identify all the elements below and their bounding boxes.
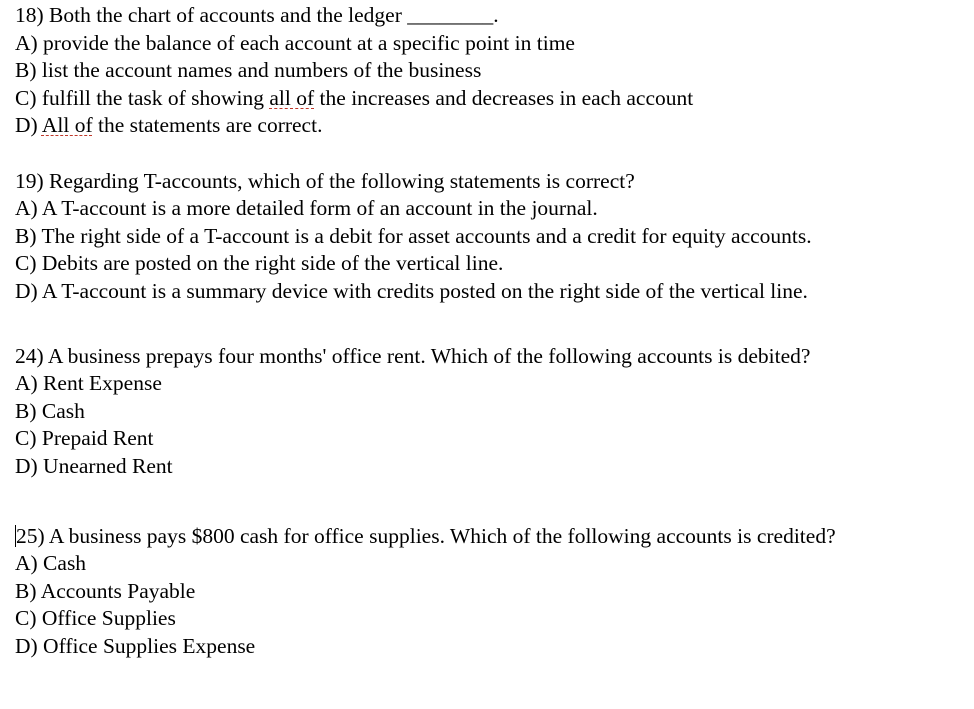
option-c-text-after: the increases and decreases in each account [314, 85, 694, 110]
question-24-option-c: C) Prepaid Rent [15, 426, 154, 451]
question-18-option-d [15, 112, 965, 140]
option-c-text-before: C) fulfill the task of showing [15, 85, 270, 110]
question-19-option-c: C) Debits are posted on the right side of the vertical line. [15, 251, 504, 276]
option-d-text-before: D) [15, 113, 42, 138]
question-25-option-a: A) Cash [15, 551, 87, 576]
question-25-stem: 25) A business pays $800 cash for office supplies. Which of the following accounts is credited? [16, 523, 836, 548]
grammar-flagged-text[interactable]: all of [269, 85, 315, 110]
document-body[interactable] [15, 2, 965, 660]
question-24-option-a: A) Rent Expense [15, 371, 162, 396]
question-18-option-a: A) provide the balance of each account at a specific point in time [15, 30, 575, 55]
question-25-option-d: D) Office Supplies Expense [15, 633, 256, 658]
question-18-option-b: B) list the account names and numbers of the business [15, 58, 482, 83]
question-24-stem: 24) A business prepays four months' office rent. Which of the following accounts is debited? [15, 343, 811, 368]
question-18-option-c [15, 85, 965, 113]
question-25-option-c: C) Office Supplies [15, 606, 176, 631]
question-24-option-d: D) Unearned Rent [15, 453, 173, 478]
option-d-text-after: the statements are correct. [92, 113, 323, 138]
grammar-flagged-text[interactable]: All of [41, 113, 93, 138]
question-25-stem-line [15, 523, 965, 551]
question-19-option-a: A) A T-account is a more detailed form of an account in the journal. [15, 196, 598, 221]
question-19 [15, 168, 965, 306]
question-24 [15, 343, 965, 481]
question-19-option-d: D) A T-account is a summary device with credits posted on the right side of the vertical line. [15, 278, 808, 303]
question-25 [15, 523, 965, 661]
question-18-stem: 18) Both the chart of accounts and the ledger ________. [15, 3, 499, 27]
question-19-option-b: B) The right side of a T-account is a debit for asset accounts and a credit for equity accounts. [15, 223, 812, 248]
question-25-option-b: B) Accounts Payable [15, 578, 196, 603]
question-19-stem: 19) Regarding T-accounts, which of the following statements is correct? [15, 168, 635, 193]
question-24-option-b: B) Cash [15, 398, 85, 423]
question-18 [15, 2, 965, 140]
